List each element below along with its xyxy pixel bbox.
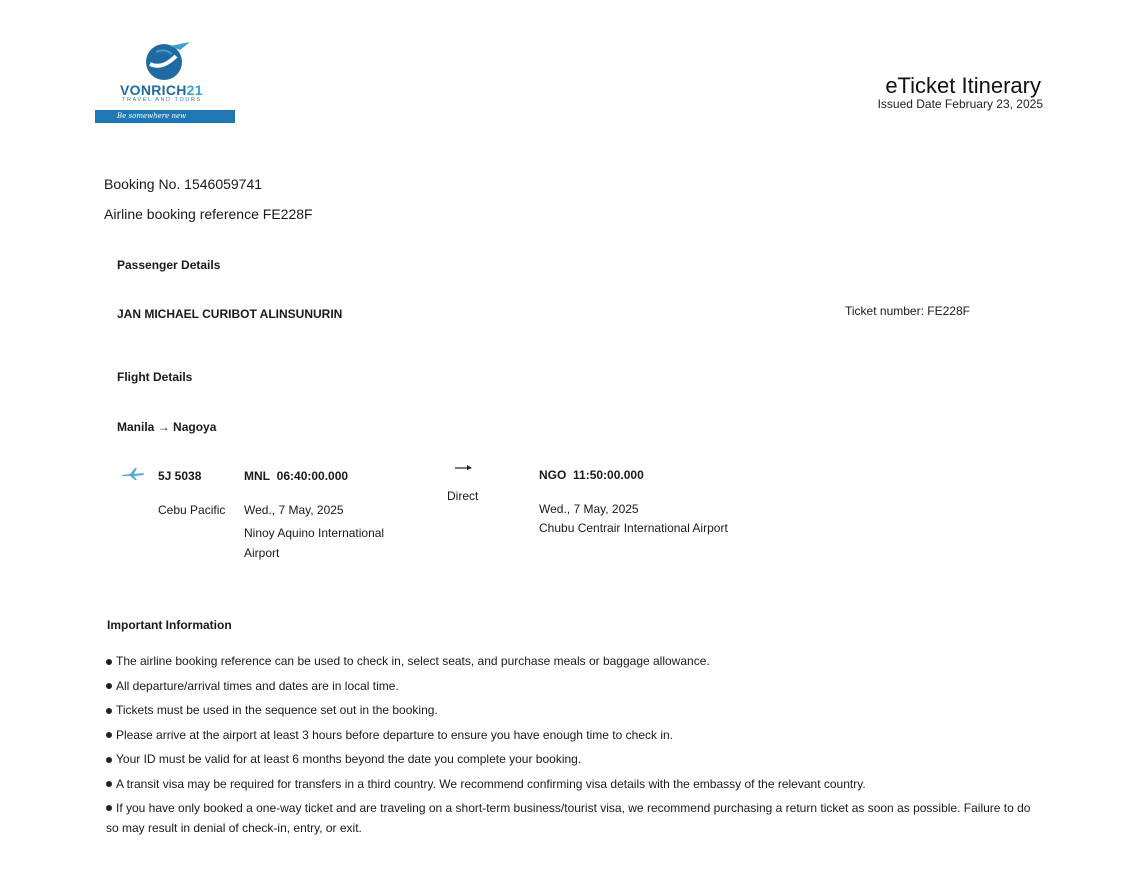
flight-route xyxy=(117,420,216,434)
booking-number-value: 1546059741 xyxy=(184,176,263,192)
airline-name: Cebu Pacific xyxy=(158,503,226,517)
route-to: Nagoya xyxy=(173,420,217,434)
logo-tagline: Be somewhere new xyxy=(117,112,187,120)
company-logo xyxy=(94,40,236,126)
info-item: Your ID must be valid for at least 6 months beyond the date you complete your booking. xyxy=(106,749,1046,769)
booking-number-label: Booking No. xyxy=(104,176,181,192)
departure-code-time xyxy=(244,469,348,483)
flight-stops: Direct xyxy=(447,489,479,503)
passenger-name: JAN MICHAEL CURIBOT ALINSUNURIN xyxy=(117,307,343,321)
arrival-code: NGO xyxy=(539,468,567,482)
important-information-list xyxy=(106,651,1046,843)
arrival-time: 11:50:00.000 xyxy=(573,468,644,482)
airline-plane-icon xyxy=(121,467,145,481)
info-item: Please arrive at the airport at least 3 hours before departure to ensure you have enough time to check in. xyxy=(106,725,1046,745)
globe-plane-icon xyxy=(142,40,192,82)
airline-ref-label: Airline booking reference xyxy=(104,206,259,222)
flight-details-heading: Flight Details xyxy=(117,370,193,384)
arrival-airport: Chubu Centrair International Airport xyxy=(539,521,728,535)
logo-wordmark: VONRICH21 xyxy=(120,82,203,98)
info-item xyxy=(106,798,1046,838)
info-item-text: If you have only booked a one-way ticket and are traveling on a short-term business/tourist visa, we recommend purchasing a return ticket as soon as possible. Failure to do so may result in denial of check-in, entry, or exit. xyxy=(106,801,1031,835)
flight-number: 5J 5038 xyxy=(158,469,202,483)
departure-airport: Ninoy Aquino International Airport xyxy=(244,526,385,560)
arrival-code-time xyxy=(539,468,644,482)
important-information-heading: Important Information xyxy=(107,618,232,632)
logo-tagline-bar xyxy=(95,110,235,123)
departure-code: MNL xyxy=(244,469,270,483)
info-item: Tickets must be used in the sequence set out in the booking. xyxy=(106,700,1046,720)
bullet-icon xyxy=(106,805,112,811)
route-from: Manila xyxy=(117,420,155,434)
departure-time: 06:40:00.000 xyxy=(276,469,349,483)
right-arrow-icon xyxy=(454,462,474,472)
booking-number xyxy=(104,176,262,192)
ticket-number-value: FE228F xyxy=(927,304,970,318)
logo-subtitle: TRAVEL AND TOURS xyxy=(122,97,202,103)
passenger-details-heading: Passenger Details xyxy=(117,258,221,272)
info-item: The airline booking reference can be used to check in, select seats, and purchase meals or baggage allowance. xyxy=(106,651,1046,671)
departure-date: Wed., 7 May, 2025 xyxy=(244,503,344,517)
airline-booking-reference xyxy=(104,206,313,222)
info-item: All departure/arrival times and dates are in local time. xyxy=(106,676,1046,696)
arrival-date: Wed., 7 May, 2025 xyxy=(539,502,639,516)
ticket-number xyxy=(845,304,970,318)
airline-ref-value: FE228F xyxy=(262,206,313,222)
ticket-number-label: Ticket number: xyxy=(845,304,924,318)
issued-date: Issued Date February 23, 2025 xyxy=(877,97,1043,111)
document-title: eTicket Itinerary xyxy=(885,73,1041,98)
info-item: A transit visa may be required for transfers in a third country. We recommend confirming visa details with the embassy of the relevant country. xyxy=(106,774,1046,794)
route-arrow-icon: → xyxy=(157,420,170,434)
